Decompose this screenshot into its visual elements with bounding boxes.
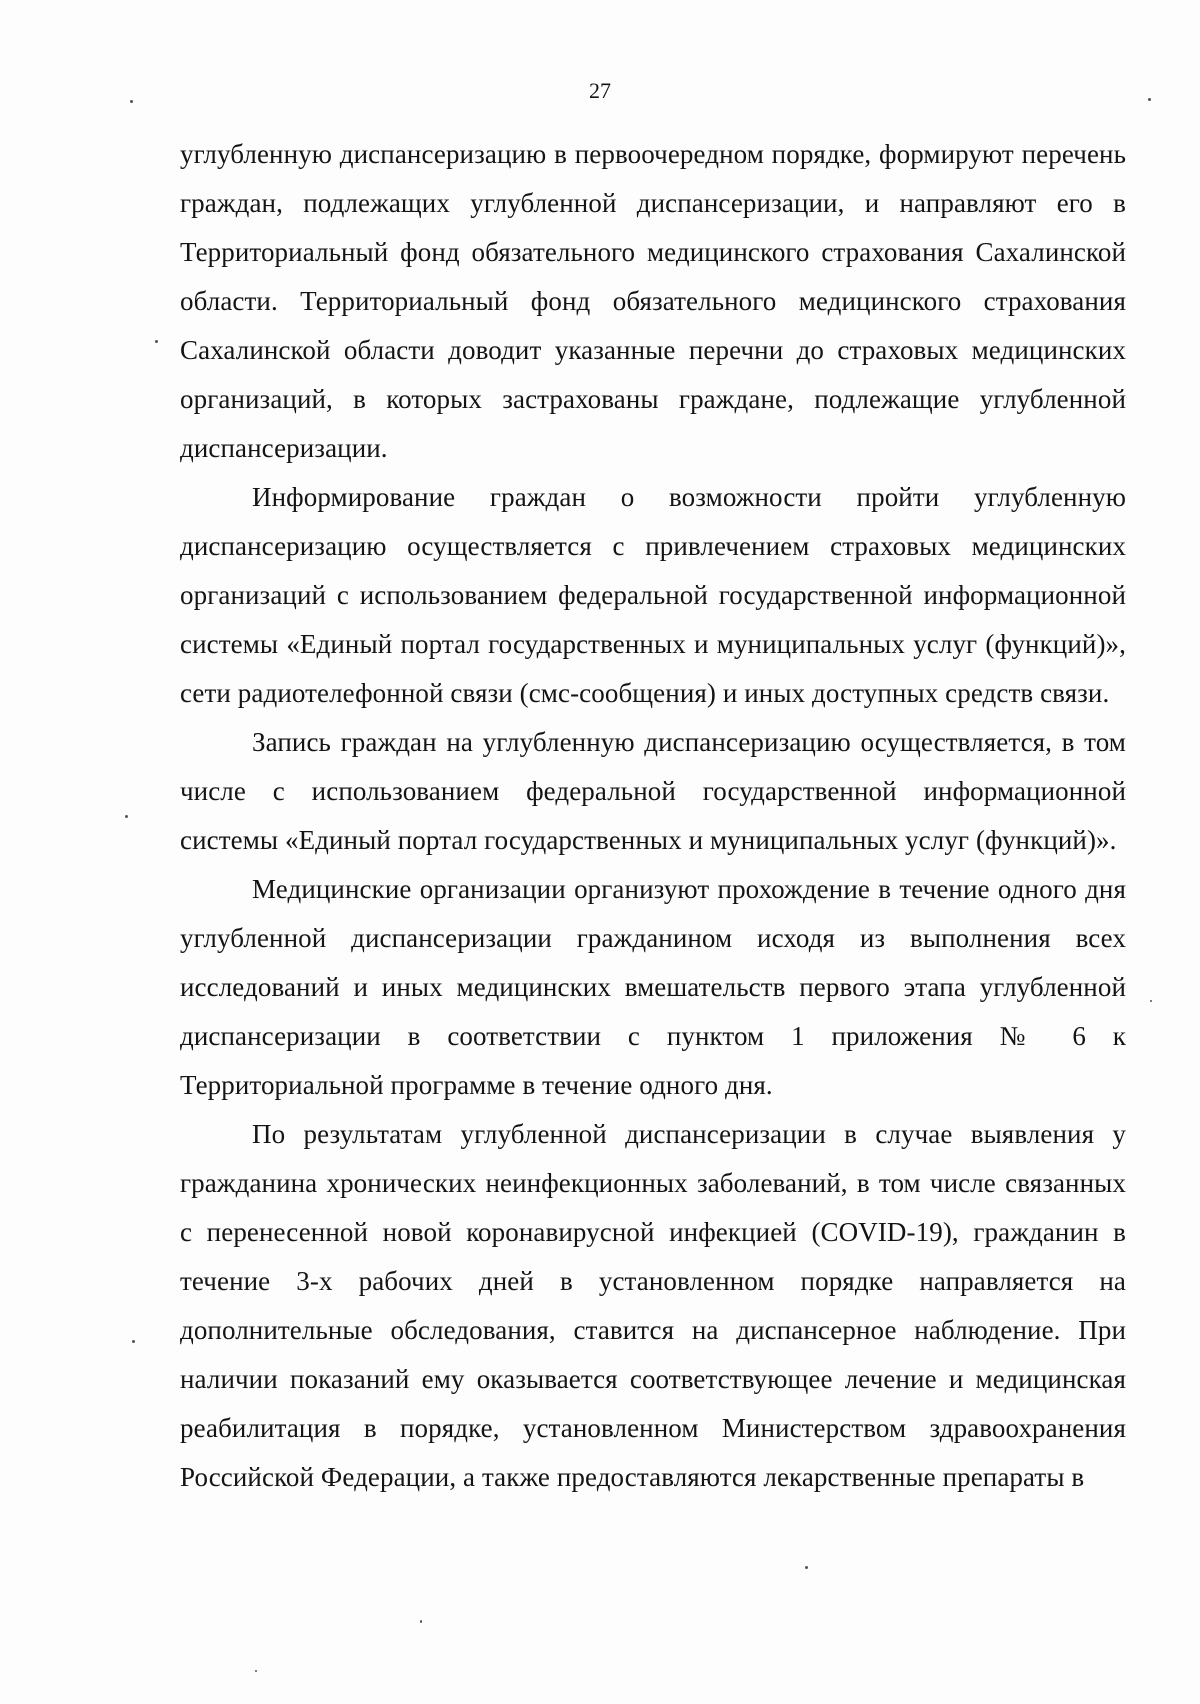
page-number: 27: [589, 78, 611, 103]
scan-speck: [805, 1566, 808, 1569]
scan-speck: [1150, 1000, 1152, 1002]
paragraph-continuation: углубленную диспансеризацию в первоочередном порядке, формируют перечень граждан, подлежащих углубленной диспансеризации, и направляют его в Территориальный фонд обязательного медицинского страхования Сахалинской области. Территориальный фонд обязательного медицинского страхования Сахалинской области доводит указанные перечни до страховых медицинских организаций, в которых застрахованы граждане, подлежащие углубленной диспансеризации.: [180, 139, 1126, 463]
scan-speck: [420, 1620, 422, 1623]
paragraph-examination-results: По результатам углубленной диспансеризации в случае выявления у гражданина хронических неинфекционных заболеваний, в том числе связанных с перенесенной новой коронавирусной инфекцией (COVID-19), гражданин в течение 3-х рабочих дней в установленном порядке направляется на дополнительные обследования, ставится на диспансерное наблюдение. При наличии показаний ему оказывается соответствующее лечение и медицинская реабилитация в порядке, установленном Министерством здравоохранения Российской Федерации, а также предоставляются лекарственные препараты в: [180, 1119, 1126, 1492]
scan-speck: [132, 1340, 135, 1343]
scan-speck: [125, 815, 128, 818]
paragraph-registration: Запись граждан на углубленную диспансеризацию осуществляется, в том числе с использованием федеральной государственной информационной системы «Единый портал государственных и муниципальных услуг (функций)».: [180, 727, 1126, 855]
scan-speck: [1148, 98, 1151, 101]
paragraph-informing: Информирование граждан о возможности пройти углубленную диспансеризацию осуществляется с привлечением страховых медицинских организаций с использованием федеральной государственной информационной системы «Единый портал государственных и муниципальных услуг (функций)», сети радиотелефонной связи (смс-сообщения) и иных доступных средств связи.: [180, 482, 1126, 708]
paragraph-one-day-examination: Медицинские организации организуют прохождение в течение одного дня углубленной диспансеризации гражданином исходя из выполнения всех исследований и иных медицинских вмешательств первого этапа углубленной диспансеризации в соответствии с пунктом 1 приложения № 6 к Территориальной программе в течение одного дня.: [180, 874, 1126, 1100]
document-body: [180, 130, 1126, 1502]
scan-speck: [255, 1670, 257, 1672]
scan-speck: [155, 340, 158, 343]
scan-speck: [130, 100, 133, 103]
